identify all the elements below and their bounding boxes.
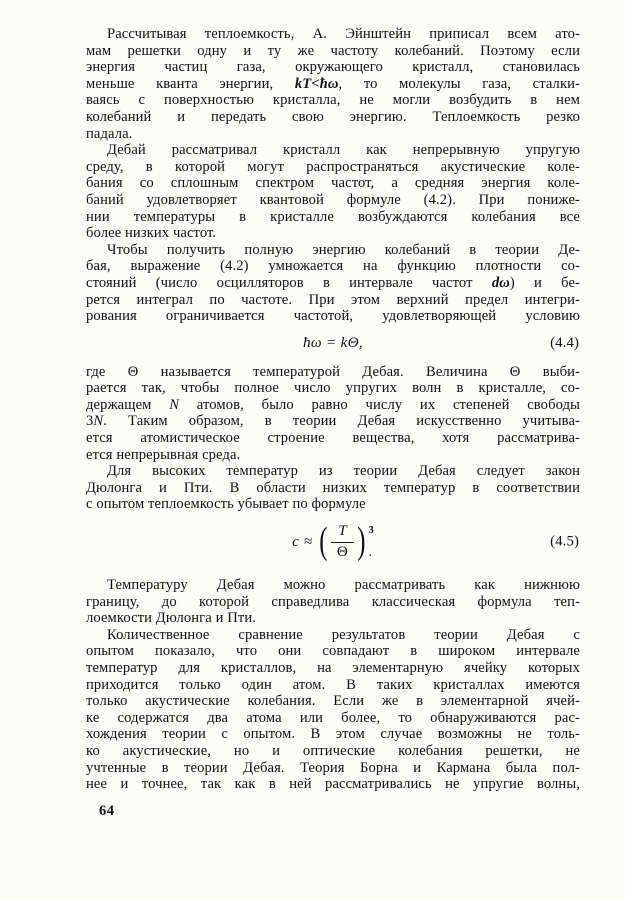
text-line: Чтобы получить полную энергию колебаний в теории Де- xyxy=(107,241,580,258)
paragraph-einstein xyxy=(86,26,580,142)
text-line: ется непрерывная среда. xyxy=(86,446,241,463)
inline-math-N: N xyxy=(93,413,104,430)
text-line: Дебай рассматривал кристалл как непрерывную упругую xyxy=(107,142,580,159)
text-line: нее и точнее, так как в ней рассматривались не упругие волны, xyxy=(86,776,580,793)
text-line: учтенные в теории Дебая. Теория Борна и Кармана была пол- xyxy=(86,759,580,776)
text-segment: атомов, было равно числу их степеней свободы xyxy=(179,396,580,413)
math-exponent-column xyxy=(368,525,374,561)
math-approx-sign: ≈ xyxy=(303,532,313,550)
text-line: Количественное сравнение результатов теории Дебая с xyxy=(107,626,580,643)
math-open-paren: ( xyxy=(319,519,328,562)
text-line: бания со сплошным спектром частот, а средняя энергия коле- xyxy=(86,175,580,192)
equation-4-5 xyxy=(86,520,580,564)
text-line: баний удовлетворяет квантовой формуле (4.2). При пониже- xyxy=(86,191,580,208)
math-close-paren: ) xyxy=(356,519,366,562)
paragraph-lower-bound xyxy=(86,577,580,627)
text-segment: стояний (число осцилляторов в интервале частот xyxy=(86,274,492,291)
text-line: колебаний и передать свою энергию. Теплоемкость резко xyxy=(86,108,580,125)
text-line: среду, в которой могут распространяться акустические коле- xyxy=(86,158,580,175)
text-segment: держащем xyxy=(86,396,170,413)
paragraph-debye-model xyxy=(86,142,580,242)
text-line: Для высоких температур из теории Дебая следует закон xyxy=(107,463,580,480)
inline-math-domega: dω xyxy=(491,274,510,291)
equation-4-4 xyxy=(86,334,580,352)
text-line xyxy=(86,76,580,93)
text-line: приходится только один атом. В таких кристаллах имеются xyxy=(86,676,580,693)
text-line: ке содержатся два атома или более, то обнаруживаются рас- xyxy=(86,709,580,726)
text-segment: меньше кванта энергии, xyxy=(86,75,295,92)
math-denominator-theta: Θ xyxy=(336,543,348,561)
text-segment: ) и бе- xyxy=(509,274,580,291)
text-line: рается так, чтобы полное число упругих волн в кристалле, со- xyxy=(86,380,580,397)
equation-4-5-number: (4.5) xyxy=(550,533,579,550)
text-column xyxy=(86,26,580,793)
equation-4-4-expression: ħω = kΘ, xyxy=(302,333,364,351)
text-line: Температуру Дебая можно рассматривать как нижнюю xyxy=(107,577,580,594)
text-line: Рассчитывая теплоемкость, А. Эйнштейн приписал всем ато- xyxy=(107,26,580,42)
text-line: с опытом теплоемкость убывает по формуле xyxy=(86,496,366,513)
text-line: где Θ называется температурой Дебая. Величина Θ выби- xyxy=(86,363,580,380)
text-line: мам решетки одну и ту же частоту колебаний. Поэтому если xyxy=(86,42,580,59)
text-line: лоемкости Дюлонга и Пти. xyxy=(86,610,257,627)
page-number: 64 xyxy=(99,803,115,819)
paragraph-debye-temperature xyxy=(86,364,580,464)
text-line: рования ограничивается частотой, удовлетворяющей условию xyxy=(86,308,580,325)
text-line: бая, выражение (4.2) умножается на функцию плотности со- xyxy=(86,258,580,275)
math-fraction-T-over-theta xyxy=(331,523,354,560)
text-line: рется интеграл по частоте. При этом верхний предел интегри- xyxy=(86,291,580,308)
text-line: падала. xyxy=(86,125,133,142)
text-line: только акустические колебания. Если же в элементарной ячей- xyxy=(86,693,580,710)
text-line: более низких частот. xyxy=(86,225,217,242)
math-exponent-3: 3 xyxy=(368,525,374,537)
paragraph-total-energy xyxy=(86,242,580,325)
equation-4-4-number: (4.4) xyxy=(550,334,579,351)
math-c: c xyxy=(292,532,299,550)
text-line: Дюлонга и Пти. В области низких температур в соответствии xyxy=(86,479,580,496)
text-line: ется атомистическое строение вещества, хотя рассматрива- xyxy=(86,430,580,447)
text-line: нии температуры в кристалле возбуждаются колебания все xyxy=(86,208,580,225)
text-segment: 3 xyxy=(86,413,94,430)
inline-math-N: N xyxy=(169,396,180,413)
text-line: температур для кристаллов, на элементарную ячейку которых xyxy=(86,660,580,676)
text-line: ко акустические, но и оптические колебания решетки, не xyxy=(86,742,580,759)
math-numerator-T: T xyxy=(331,523,354,543)
text-segment: . Таким образом, в теории Дебая искусственно учитыва- xyxy=(103,413,580,430)
text-line xyxy=(86,275,580,292)
text-line: энергия частиц газа, окружающего кристалл, становилась xyxy=(86,59,580,76)
equation-4-5-expression xyxy=(292,520,374,564)
paragraph-dulong-petit xyxy=(86,463,580,513)
text-line xyxy=(86,413,580,430)
math-period: . xyxy=(368,545,373,561)
text-line xyxy=(86,397,580,414)
text-line: границу, до которой справедлива классическая формула теп- xyxy=(86,593,580,610)
text-line: ваясь с поверхностью кристалла, не могли возбудить в нем xyxy=(86,92,580,109)
text-line: хождения теории с опытом. В этом случае возможны не толь- xyxy=(86,726,580,743)
paragraph-comparison xyxy=(86,627,580,793)
text-line: опытом показало, что они совпадают в широком интервале xyxy=(86,643,580,660)
inline-math-kT-hw: kT<ħω xyxy=(294,75,339,92)
text-segment: , то молекулы газа, сталки- xyxy=(338,75,580,92)
